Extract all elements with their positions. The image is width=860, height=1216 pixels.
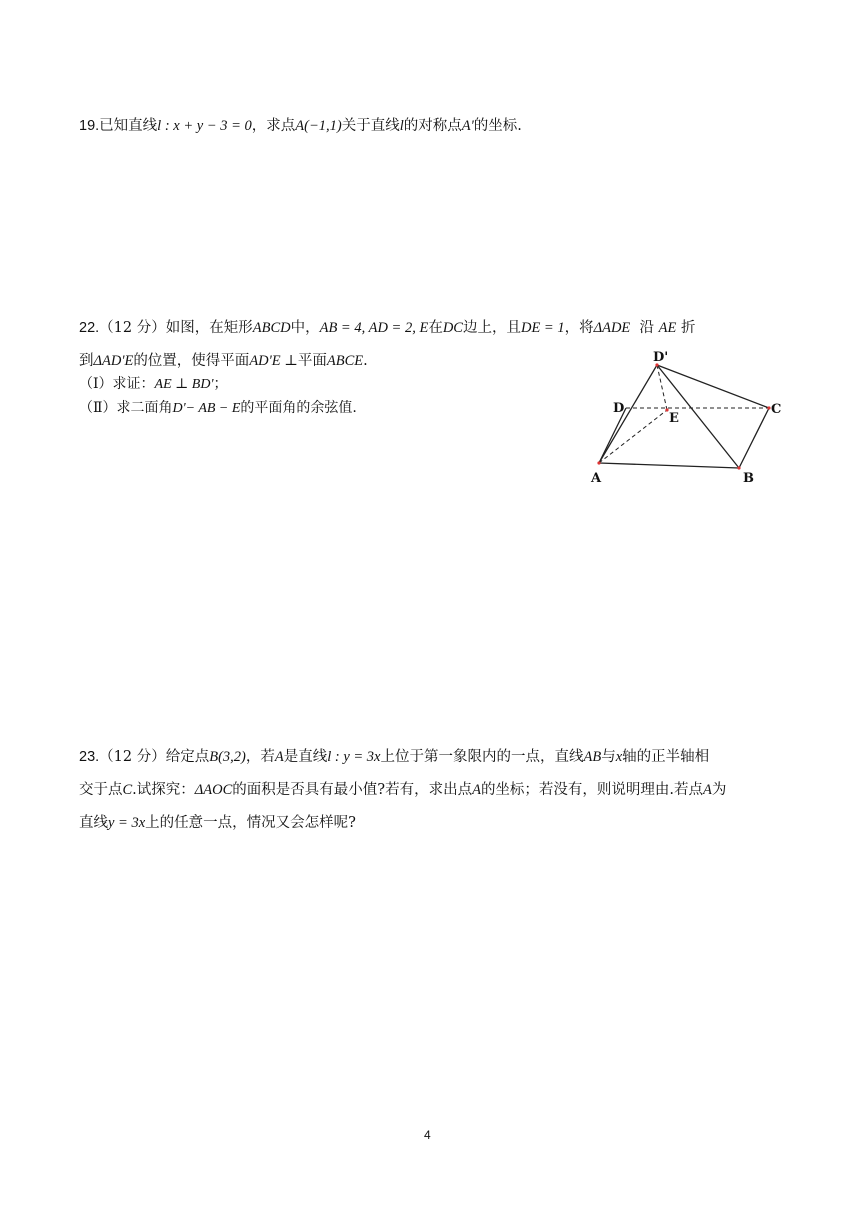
math: AE ⊥ BD' bbox=[154, 377, 214, 392]
math: x bbox=[615, 749, 623, 765]
text: 上位于第一象限内的一点，直线 bbox=[380, 749, 584, 765]
text: 的位置，使得平面 bbox=[133, 353, 250, 369]
edge-A-B bbox=[599, 463, 739, 468]
point-A-dot bbox=[597, 461, 600, 464]
text: ，若 bbox=[245, 749, 275, 765]
label-A: A bbox=[591, 471, 602, 486]
text: 是直线 bbox=[283, 749, 328, 765]
label-B: B bbox=[743, 471, 754, 486]
text: 交于点 bbox=[79, 782, 123, 798]
text: 沿 bbox=[639, 320, 655, 336]
text: 边上，且 bbox=[462, 320, 521, 336]
math: A' bbox=[461, 118, 474, 134]
text: 的坐标. bbox=[473, 118, 522, 134]
text: 在 bbox=[428, 320, 443, 336]
problem-22-line-2 bbox=[79, 351, 368, 371]
label-E: E bbox=[669, 411, 679, 426]
folded-rectangle-figure bbox=[585, 345, 785, 490]
math: AB bbox=[583, 749, 602, 765]
label-D-prime: D' bbox=[653, 350, 669, 365]
math: ΔAD'E bbox=[93, 353, 134, 369]
text: 如图，在矩形 bbox=[165, 320, 253, 336]
text: ，求点 bbox=[251, 118, 296, 134]
problem-19-line bbox=[79, 116, 522, 136]
text: 平面 bbox=[297, 353, 327, 369]
text: 已知直线 bbox=[99, 118, 158, 134]
math: l bbox=[399, 118, 404, 134]
math: AE bbox=[658, 320, 677, 336]
text: 的面积是否具有最小值?若有，求出点 bbox=[232, 782, 473, 798]
math: A(−1,1) bbox=[295, 118, 342, 134]
text: 的坐标；若没有，则说明理由.若点 bbox=[480, 782, 704, 798]
math: ABCE bbox=[326, 353, 364, 369]
points: （12 分） bbox=[99, 320, 166, 336]
text: ； bbox=[213, 376, 228, 392]
math: l : y = 3x bbox=[327, 749, 381, 765]
text: 直线 bbox=[79, 815, 108, 831]
text: 与 bbox=[601, 749, 616, 765]
math: A bbox=[472, 782, 481, 798]
math: C bbox=[122, 782, 133, 798]
part-label: （Ⅰ）求证： bbox=[79, 376, 155, 392]
edge-Dp-A bbox=[599, 365, 657, 463]
text: 的平面角的余弦值. bbox=[240, 400, 357, 416]
problem-22-part-1 bbox=[79, 374, 227, 395]
text: 为 bbox=[711, 782, 727, 798]
text: 到 bbox=[79, 353, 94, 369]
math: y = 3x bbox=[108, 815, 146, 831]
part-label: （Ⅱ）求二面角 bbox=[79, 400, 173, 416]
text: 给定点 bbox=[165, 749, 210, 765]
label-D: D bbox=[613, 401, 625, 416]
math: B(3,2) bbox=[209, 749, 246, 765]
problem-22-line-1 bbox=[79, 318, 695, 338]
math: l : x + y − 3 = 0 bbox=[157, 118, 252, 134]
math: A bbox=[703, 782, 712, 798]
problem-number: 22. bbox=[79, 320, 100, 336]
text: ，将 bbox=[564, 320, 594, 336]
problem-22-part-2 bbox=[79, 398, 357, 419]
problem-number: 19. bbox=[79, 118, 100, 134]
math: AB = 4, AD = 2, E bbox=[319, 320, 429, 336]
text: 轴的正半轴相 bbox=[622, 749, 710, 765]
text: 关于直线 bbox=[341, 118, 400, 134]
edge-B-C bbox=[739, 408, 769, 468]
text: 上的任意一点，情况又会怎样呢? bbox=[145, 815, 356, 831]
math: ΔADE bbox=[593, 320, 631, 336]
math: D'− AB − E bbox=[172, 401, 241, 416]
text: . bbox=[363, 353, 368, 369]
text: 的对称点 bbox=[403, 118, 462, 134]
text: 折 bbox=[680, 320, 696, 336]
edge-D-A bbox=[599, 408, 626, 463]
label-C: C bbox=[771, 402, 782, 417]
problem-23-line-1 bbox=[79, 747, 709, 767]
points: （12 分） bbox=[99, 749, 166, 765]
math: DC bbox=[442, 320, 463, 336]
page-number: 4 bbox=[424, 1128, 431, 1142]
text: .试探究： bbox=[132, 782, 195, 798]
math: DE = 1 bbox=[520, 320, 565, 336]
math: ABCD bbox=[252, 320, 291, 336]
problem-number: 23. bbox=[79, 749, 100, 765]
point-B-dot bbox=[737, 466, 740, 469]
edge-A-E-dashed bbox=[599, 410, 667, 463]
text: 中， bbox=[290, 320, 320, 336]
problem-23-line-2 bbox=[79, 780, 726, 800]
math: A bbox=[274, 749, 284, 765]
math: AD'E ⊥ bbox=[249, 353, 298, 369]
problem-23-line-3 bbox=[79, 813, 356, 833]
math: ΔAOC bbox=[194, 782, 233, 798]
